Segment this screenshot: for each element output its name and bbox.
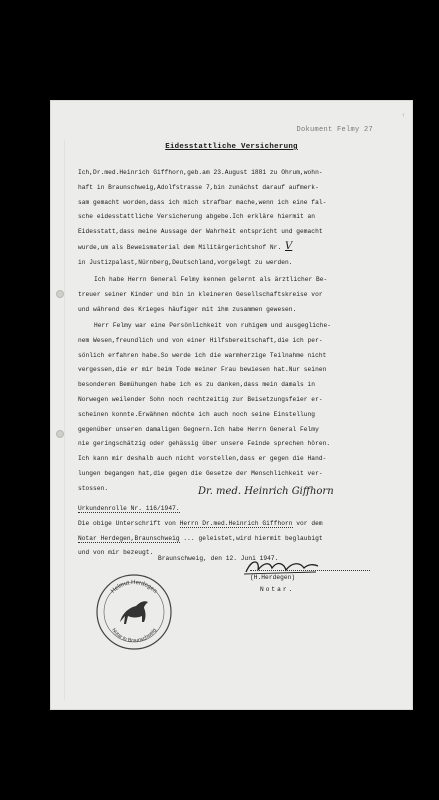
text-line: Eidesstatt,dass meine Aussage der Wahrheit entspricht und gemacht [78,228,323,236]
text-line: nie geringschätzig oder gehässig über unsere Feinde sprechen hören. [78,440,331,448]
document-page [50,100,413,710]
paragraph-2 [78,273,398,317]
paragraph-1 [78,166,398,271]
text-line: Ich habe Herrn General Felmy kennen gelernt als ärztlicher Be- [94,276,328,283]
text-line [78,502,398,517]
seal-text-bottom: Notar in Braunschweig [110,627,158,645]
punch-hole [56,430,64,438]
text-line: und während des Krieges häufiger mit ihm zusammen gewesen. [78,305,297,313]
text-line: Notar Herdegen,Braunschweig ... geleistet,wird hiermit beglaubigt [78,534,323,542]
text-line: stossen. [78,484,109,492]
text-line: Herr Felmy war eine Persönlichkeit von ruhigem und ausgegliche- [94,322,332,329]
punch-hole [56,290,64,298]
text-line: besonderen Bemühungen habe ich es zu danken,dass mein damals in [78,381,316,389]
paragraph-3 [78,319,398,497]
punch-holes [56,100,66,710]
text-line: gegenüber unseren damaligen Gegnern.Ich habe Herrn General Felmy [78,425,319,433]
text-line: und von mir bezeugt. [78,549,154,557]
text-line: in Justizpalast,Nürnberg,Deutschland,vorgelegt zu werden. [78,258,293,266]
handwritten-signature: Dr. med. Heinrich Giffhorn [198,486,334,497]
text-line: nem Wesen,freundlich und von einer Hilfsbereitschaft,die ich per- [78,336,323,344]
text-line: sam gemacht worden,dass ich mich strafbar mache,wenn ich eine fal- [78,198,327,206]
document-stamp: Dokument Felmy 27 [296,126,373,134]
text-fragment: vor dem [296,519,323,527]
place-date: Braunschweig, den 12. Juni 1947. [158,555,279,562]
text-line [78,240,398,256]
text-fragment: geleistet,wird hiermit beglaubigt [198,534,323,542]
text-line: sönlich erfahren habe.So werde ich die warmherzige Teilnahme nicht [78,351,327,359]
seal-text-top: Helmut Herdegen [110,579,158,595]
text-line: sche eidesstattliche Versicherung abgebe.Ich erkläre hiermit an [78,213,316,221]
svg-text:Notar in Braunschweig [110,627,158,644]
notary-name: (H.Herdegen) [250,570,370,586]
text-line: Ich kann mir deshalb auch nicht vorstellen,dass er gegen die Hand- [78,455,327,463]
notary-seal [94,572,174,652]
text-line: lungen begangen hat,die gegen die Gesetze der Menschlichkeit ver- [78,469,323,477]
horse-emblem [120,601,148,624]
signatory-name: Herrn Dr.med.Heinrich Giffhorn [179,519,293,527]
text-line: scheinen konnte.Erwähnen möchte ich auch noch seine Einstellung [78,410,316,418]
corner-mark: ↑ [401,112,405,119]
svg-text:Helmut Herdegen [110,580,157,595]
document-title: Eidesstattliche Versicherung [165,143,298,151]
text-fragment: Die obige Unterschrift von [78,519,176,527]
notary-location: Notar Herdegen,Braunschweig [78,534,180,542]
text-line: haft in Braunschweig,Adolfstrasse 7,bin zunächst darauf aufmerk- [78,183,319,191]
text-fragment: wurde,um als Beweismaterial dem Militärgerichtshof Nr. [78,243,282,251]
urkundenrolle-number: Urkundenrolle Nr. 116/1947. [78,505,180,512]
text-line: treuer seiner Kinder und bin in kleineren Gesellschaftskreise vor [78,290,323,298]
court-number-handwritten: V [284,240,293,252]
notary-title: Notar. [260,586,295,593]
text-line: Norwegen weilender Sohn noch rechtzeitig zur Beisetzungsfeier er- [78,395,323,403]
text-line [78,517,398,532]
text-line: vergessen,die er mir beim Tode meiner Frau bewiesen hat.Nur seinen [78,366,327,374]
text-line: Ich,Dr.med.Heinrich Giffhorn,geb.am 23.August 1881 zu Ohrum,wohn- [78,169,323,176]
